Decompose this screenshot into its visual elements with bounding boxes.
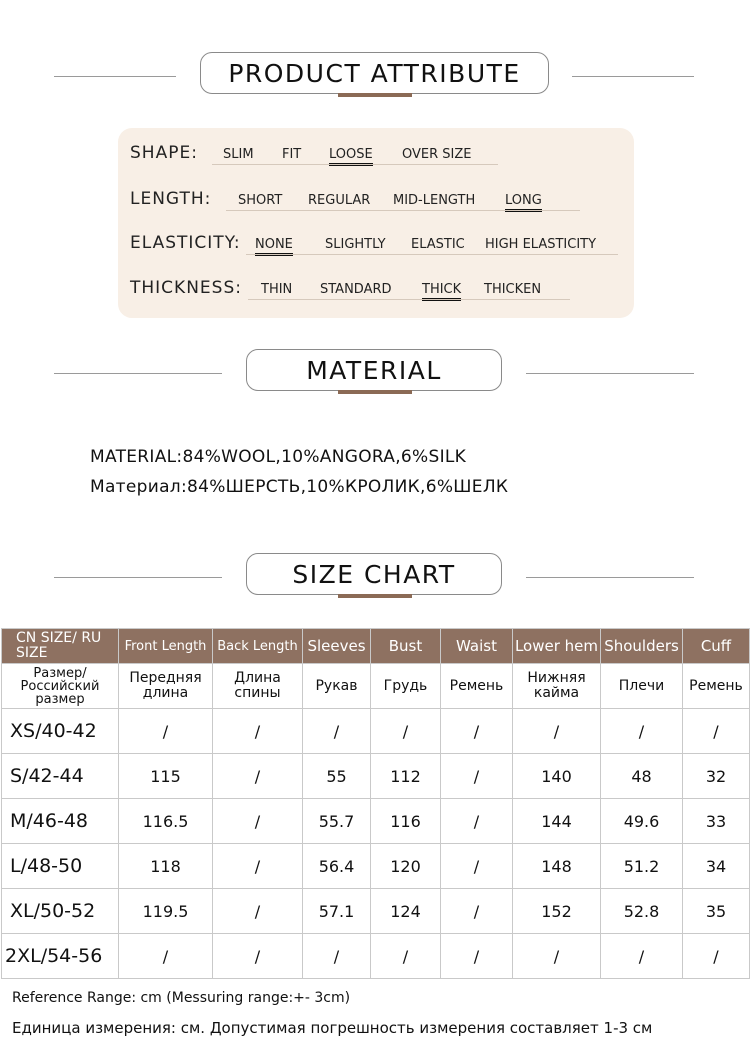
header-cell: Размер/ Российский размер: [2, 664, 119, 709]
table-cell: /: [441, 934, 513, 979]
table-cell: 48: [601, 754, 683, 799]
attr-option: OVER SIZE: [402, 147, 472, 162]
table-cell: 112: [371, 754, 441, 799]
row-underline: [212, 164, 498, 165]
header-cell: Ремень: [441, 664, 513, 709]
attr-option-selected: NONE: [255, 237, 293, 252]
size-cell: XL/50-52: [2, 889, 119, 934]
table-cell: /: [303, 934, 371, 979]
section-title: MATERIAL: [246, 349, 502, 391]
table-cell: /: [303, 709, 371, 754]
attr-row-elasticity: [130, 233, 620, 263]
table-cell: 33: [683, 799, 750, 844]
title-accent: [338, 594, 412, 598]
section-title: PRODUCT ATTRIBUTE: [200, 52, 549, 94]
header-cell: Плечи: [601, 664, 683, 709]
material-ru: Материал:84%ШЕРСТЬ,10%КРОЛИК,6%ШЕЛК: [90, 477, 509, 497]
table-cell: 144: [513, 799, 601, 844]
header-row-ru: [2, 664, 750, 709]
divider-left: [54, 577, 222, 578]
table-cell: /: [441, 889, 513, 934]
table-cell: /: [441, 754, 513, 799]
table-cell: /: [213, 934, 303, 979]
table-cell: /: [601, 709, 683, 754]
header-cell: Передняя длина: [119, 664, 213, 709]
product-attribute-header: [0, 52, 750, 102]
attr-option: STANDARD: [320, 282, 392, 297]
table-cell: 119.5: [119, 889, 213, 934]
attr-option: SLIM: [223, 147, 254, 162]
attr-label: LENGTH:: [130, 189, 212, 209]
table-cell: /: [213, 799, 303, 844]
size-chart-header: [0, 553, 750, 603]
row-underline: [226, 210, 580, 211]
divider-left: [54, 373, 222, 374]
table-row: [2, 844, 750, 889]
table-cell: 124: [371, 889, 441, 934]
header-cell: Waist: [441, 629, 513, 664]
size-cell: S/42-44: [2, 754, 119, 799]
title-accent: [338, 93, 412, 97]
table-cell: 49.6: [601, 799, 683, 844]
size-cell: XS/40-42: [2, 709, 119, 754]
table-cell: 52.8: [601, 889, 683, 934]
header-cell: CN SIZE/ RU SIZE: [2, 629, 119, 664]
table-cell: 116: [371, 799, 441, 844]
table-cell: /: [683, 709, 750, 754]
header-cell: Рукав: [303, 664, 371, 709]
header-cell: Front Length: [119, 629, 213, 664]
divider-right: [526, 373, 694, 374]
table-cell: 148: [513, 844, 601, 889]
table-cell: 152: [513, 889, 601, 934]
table-row: [2, 889, 750, 934]
table-cell: 140: [513, 754, 601, 799]
table-cell: /: [683, 934, 750, 979]
attr-option: SHORT: [238, 193, 283, 208]
attr-label: THICKNESS:: [130, 278, 242, 298]
row-underline: [248, 299, 570, 300]
attr-option: MID-LENGTH: [393, 193, 476, 208]
divider-left: [54, 76, 176, 77]
attr-option: HIGH ELASTICITY: [485, 237, 597, 252]
attr-option: FIT: [282, 147, 302, 162]
header-cell: Cuff: [683, 629, 750, 664]
attr-option-selected: LOOSE: [329, 147, 373, 162]
table-cell: 32: [683, 754, 750, 799]
table-cell: 120: [371, 844, 441, 889]
table-cell: 116.5: [119, 799, 213, 844]
header-cell: Ремень: [683, 664, 750, 709]
header-cell: Shoulders: [601, 629, 683, 664]
table-cell: 57.1: [303, 889, 371, 934]
material-header: [0, 349, 750, 399]
attr-option: SLIGHTLY: [325, 237, 386, 252]
table-row: [2, 934, 750, 979]
section-title: SIZE CHART: [246, 553, 502, 595]
size-cell: L/48-50: [2, 844, 119, 889]
table-cell: /: [441, 844, 513, 889]
header-cell: Lower hem: [513, 629, 601, 664]
table-cell: /: [441, 709, 513, 754]
attr-option-selected: THICK: [422, 282, 462, 297]
header-row-en: [2, 629, 750, 664]
row-underline: [246, 254, 618, 255]
table-row: [2, 709, 750, 754]
table-cell: 34: [683, 844, 750, 889]
table-row: [2, 799, 750, 844]
attr-option: THIN: [261, 282, 293, 297]
header-cell: Bust: [371, 629, 441, 664]
header-cell: Sleeves: [303, 629, 371, 664]
header-cell: Грудь: [371, 664, 441, 709]
footnote-ru: Единица измерения: см. Допустимая погрешность измерения составляет 1-3 см: [12, 1019, 653, 1037]
size-chart-table: [1, 628, 750, 979]
table-cell: /: [371, 709, 441, 754]
table-cell: /: [213, 844, 303, 889]
table-cell: 115: [119, 754, 213, 799]
table-cell: /: [513, 934, 601, 979]
attr-option-selected: LONG: [505, 193, 542, 208]
table-cell: /: [213, 889, 303, 934]
attr-row-shape: [130, 143, 530, 173]
table-cell: 118: [119, 844, 213, 889]
header-cell: Длина спины: [213, 664, 303, 709]
header-cell: Back Length: [213, 629, 303, 664]
table-row: [2, 754, 750, 799]
table-cell: /: [441, 799, 513, 844]
table-cell: /: [119, 709, 213, 754]
title-accent: [338, 390, 412, 394]
attr-option: THICKEN: [484, 282, 542, 297]
divider-right: [572, 76, 694, 77]
attr-label: ELASTICITY:: [130, 233, 241, 253]
table-cell: 35: [683, 889, 750, 934]
divider-right: [526, 577, 694, 578]
table-cell: /: [119, 934, 213, 979]
attr-row-length: [130, 189, 590, 219]
table-cell: /: [213, 754, 303, 799]
footnote-en: Reference Range: cm (Messuring range:+- 3cm): [12, 990, 351, 1006]
table-cell: /: [213, 709, 303, 754]
attr-row-thickness: [130, 278, 580, 308]
table-cell: 51.2: [601, 844, 683, 889]
size-cell: M/46-48: [2, 799, 119, 844]
material-en: MATERIAL:84%WOOL,10%ANGORA,6%SILK: [90, 447, 467, 467]
table-cell: /: [513, 709, 601, 754]
size-cell: 2XL/54-56: [2, 934, 119, 979]
header-cell: Нижняя кайма: [513, 664, 601, 709]
attr-option: REGULAR: [308, 193, 371, 208]
attr-option: ELASTIC: [411, 237, 465, 252]
table-cell: /: [601, 934, 683, 979]
table-cell: 56.4: [303, 844, 371, 889]
table-cell: 55.7: [303, 799, 371, 844]
attr-label: SHAPE:: [130, 143, 198, 163]
table-cell: 55: [303, 754, 371, 799]
table-cell: /: [371, 934, 441, 979]
